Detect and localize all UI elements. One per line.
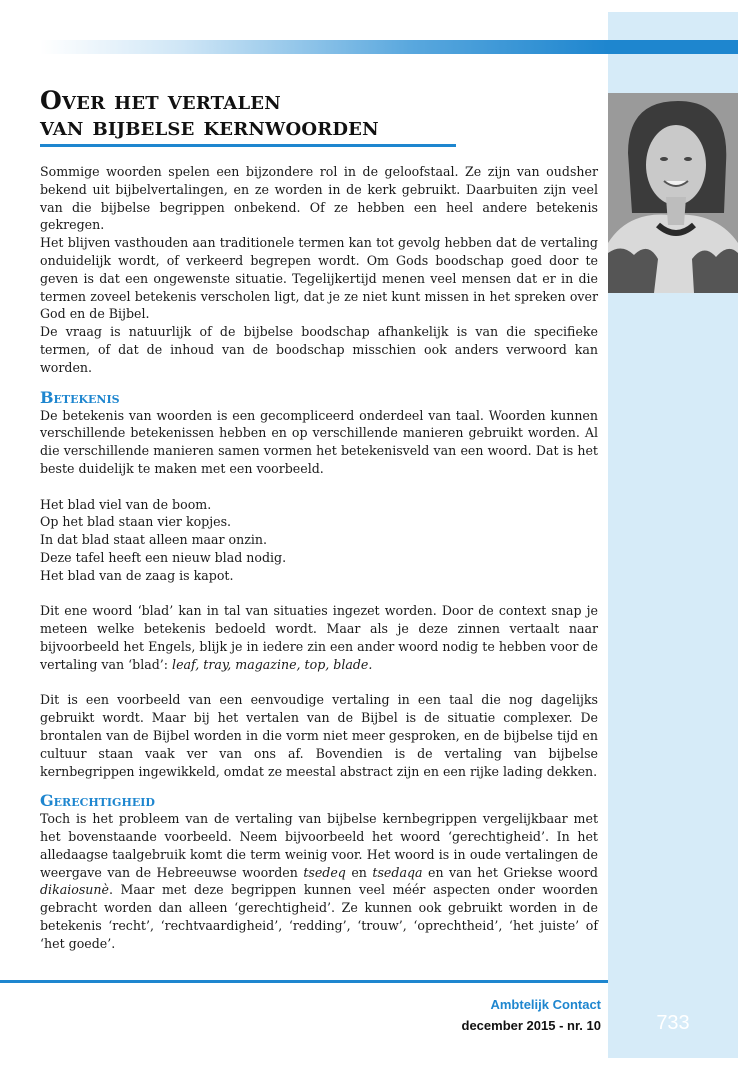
section-heading-betekenis: Betekenis <box>40 387 120 407</box>
english-translations: leaf, tray, magazine, top, blade. <box>172 656 373 672</box>
intro-paragraph-1: Sommige woorden spelen een bijzondere rol in de geloofstaal. Ze zijn van oudsher bekend uit bijbelvertalingen, en ze worden in de kerk gebruikt. Daarbuiten zijn veel van die bijbelse begrippen onbekend. Of ze hebben een heel andere betekenis gekregen. <box>40 164 598 233</box>
example-sentence: Deze tafel heeft een nieuw blad nodig. <box>40 549 287 565</box>
example-sentence: In dat blad staat alleen maar onzin. <box>40 532 268 548</box>
gerechtigheid-text-a: Toch is het probleem van de vertaling van bijbelse kernbegrippen vergelijkbaar met het bovenstaande voorbeeld. Neem bijvoorbeeld het woord ‘gerechtigheid’. In het alledaagse taalgebruik komt die term weinig voor. Het woord is in oude vertalingen de weergave van de Hebreeuwse woorden <box>40 811 598 880</box>
gerechtigheid-text-c: . Maar met deze begrippen kunnen veel méér aspecten onder woorden gebracht worden dan alleen ‘gerechtigheid’. Ze kunnen ook gebruikt worden in de betekenis ‘recht’, ‘rechtvaardigheid’, ‘redding’, ‘trouw’, ‘oprechtheid’, ‘het juiste’ of ‘het goede’. <box>40 882 598 951</box>
title-line-2: van bijbelse kernwoorden <box>40 112 379 141</box>
intro-paragraph-3: De vraag is natuurlijk of de bijbelse boodschap afhankelijk is van die specifieke termen, of dat de inhoud van de boodschap misschien ook anders verwoord kan worden. <box>40 324 598 375</box>
example-sentence: Op het blad staan vier kopjes. <box>40 514 232 530</box>
hebrew-word-tsedaqa: tsedaqa <box>372 864 423 880</box>
gerechtigheid-text-b: en van het Griekse woord <box>422 864 598 880</box>
betekenis-paragraph-2-text: Dit ene woord ‘blad’ kan in tal van situaties ingezet worden. Door de context snap je meteen welke betekenis bedoeld wordt. Maar als je deze zinnen vertaalt naar bijvoorbeeld het Engels, blijk je in iedere zin een ander woord nodig te hebben voor de vertaling van ‘blad’: <box>40 603 598 672</box>
example-sentence: Het blad viel van de boom. <box>40 496 212 512</box>
header-gradient-bar <box>40 40 608 54</box>
intro-paragraph-2: Het blijven vasthouden aan traditionele termen kan tot gevolg hebben dat de vertaling onduidelijk wordt, of verkeerd begrepen wordt. Om Gods boodschap goed door te geven is dat een ongewenste situatie. Tegelijkertijd menen veel mensen dat er in die termen zoveel betekenis verscholen ligt, dat je ze niet kunt missen in het spreken over God en de Bijbel. <box>40 235 598 322</box>
example-sentences <box>40 496 598 585</box>
footer-rule <box>0 980 608 983</box>
section-heading-gerechtigheid: Gerechtigheid <box>40 791 155 811</box>
article-body <box>40 163 598 953</box>
page-number: 733 <box>656 1012 690 1034</box>
greek-word-dikaiosune: dikaiosunè <box>40 882 109 898</box>
connector-en: en <box>345 864 373 880</box>
article-title <box>40 88 470 140</box>
title-underline <box>40 144 456 147</box>
header-bar-extension <box>608 40 738 54</box>
magazine-name: Ambtelijk Contact <box>490 997 601 1012</box>
gerechtigheid-paragraph <box>40 810 598 952</box>
title-line-1: Over het vertalen <box>40 86 281 115</box>
hebrew-word-tsedeq: tsedeq <box>303 864 346 880</box>
author-portrait <box>608 93 738 293</box>
issue-info: december 2015 - nr. 10 <box>461 1018 601 1033</box>
betekenis-paragraph-2 <box>40 602 598 673</box>
example-sentence: Het blad van de zaag is kapot. <box>40 567 234 583</box>
betekenis-paragraph-1: De betekenis van woorden is een gecompliceerd onderdeel van taal. Woorden kunnen verschillende betekenissen hebben en op verschillende manieren gebruikt worden. Al die verschillende manieren samen vormen het betekenisveld van een woord. Dat is het beste duidelijk te maken met een voorbeeld. <box>40 407 598 476</box>
betekenis-paragraph-3: Dit is een voorbeeld van een eenvoudige vertaling in een taal die nog dagelijks gebruikt wordt. Maar bij het vertalen van de Bijbel is de situatie complexer. De brontalen van de Bijbel worden in die vorm niet meer gesproken, en de bijbelse tijd en cultuur staan vaak ver van ons af. Bovendien is de vertaling van bijbelse kernbegrippen ingewikkeld, omdat ze meestal abstract zijn en een rijke lading dekken. <box>40 692 598 779</box>
